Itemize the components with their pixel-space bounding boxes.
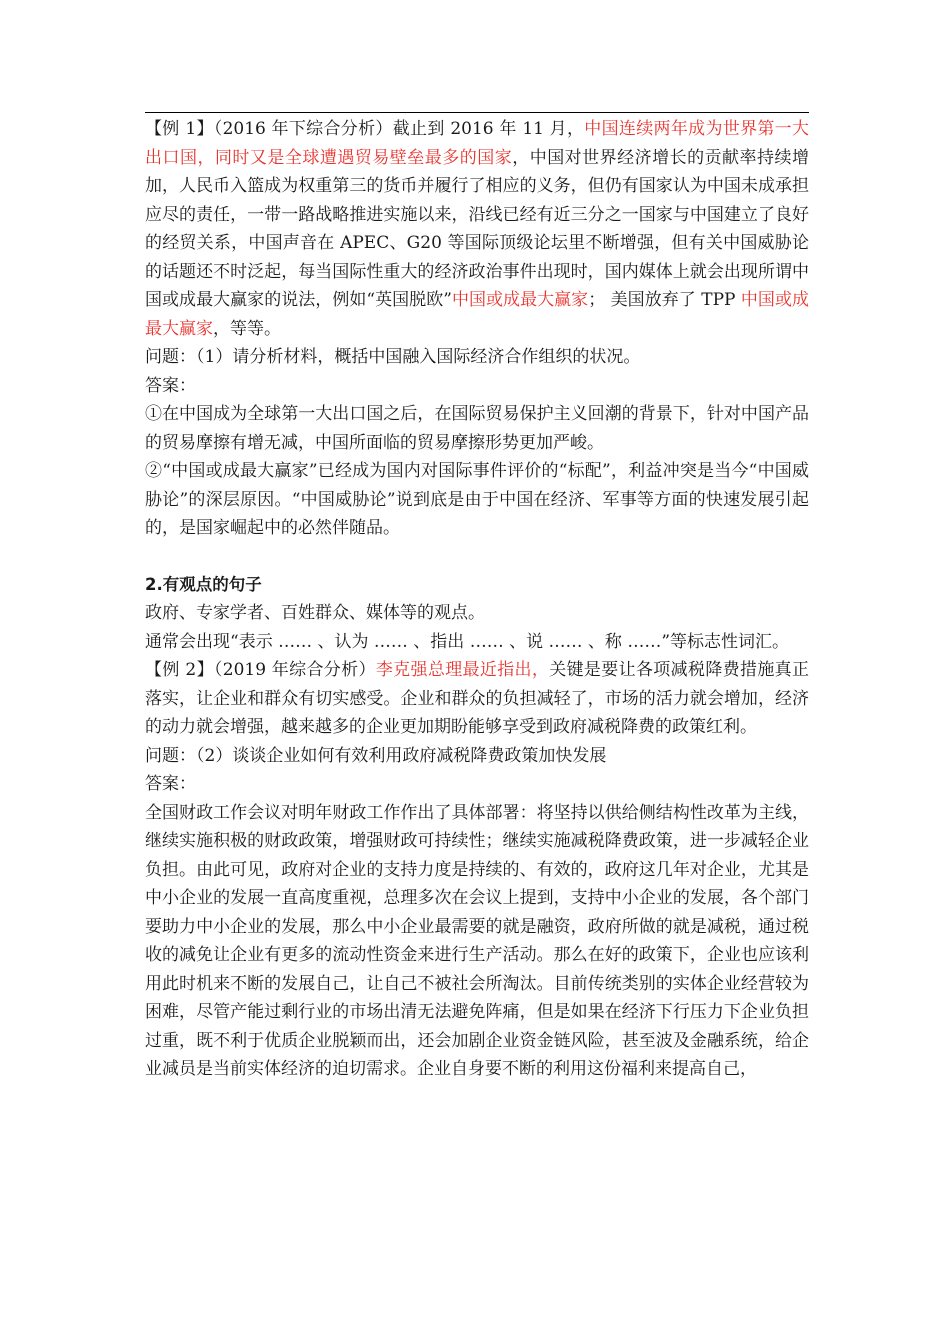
example1-lead: 【例 1】（2016 年下综合分析）截止到 2016 年 11 月，	[145, 119, 585, 139]
example1-highlight-3: 中国或成最大赢家	[145, 290, 809, 339]
section2-intro-1: 政府、专家学者、百姓群众、媒体等的观点。	[145, 603, 485, 623]
example2-highlight: 李克强总理最近指出，	[375, 660, 550, 680]
example1-highlight: 中国连续两年成为世界第一大出口国，同时又是全球遭遇贸易壁垒最多的国家	[145, 119, 809, 168]
example2-paragraph	[145, 656, 809, 742]
example1-paragraph	[145, 115, 809, 343]
example2-answer: 全国财政工作会议对明年财政工作作出了具体部署：将坚持以供给侧结构性改革为主线，继续实施积极的财政政策，增强财政可持续性；继续实施减税降费政策，进一步减轻企业负担。由此可见，政府对企业的支持力度是持续的、有效的，政府这几年对企业，尤其是中小企业的发展一直高度重视，总理多次在会议上提到，支持中小企业的发展，各个部门要助力中小企业的发展，那么中小企业最需要的就是融资，政府所做的就是减税，通过税收的减免让企业有更多的流动性资金来进行生产活动。那么在好的政策下，企业也应该利用此时机来不断的发展自己，让自己不被社会所淘汰。目前传统类别的实体企业经营较为困难，尽管产能过剩行业的市场出清无法避免阵痛，但是如果在经济下行压力下企业负担过重，既不利于优质企业脱颖而出，还会加剧企业资金链风险，甚至波及金融系统，给企业减员是当前实体经济的迫切需求。企业自身要不断的利用这份福利来提高自己，	[145, 802, 809, 1079]
example1-answer-1: ①在中国成为全球第一大出口国之后，在国际贸易保护主义回潮的背景下，针对中国产品的贸易摩擦有增无减，中国所面临的贸易摩擦形势更加严峻。	[145, 404, 809, 453]
document-page	[145, 112, 809, 1084]
example1-tail: ，等等。	[213, 318, 281, 339]
example2-answer-label: 答案：	[145, 774, 196, 794]
example1-answer-label: 答案：	[145, 375, 196, 396]
example1-highlight-2: 中国或成最大赢家	[451, 290, 589, 310]
section-spacer	[145, 543, 809, 571]
example1-mid: ； 美国放弃了 TPP	[588, 290, 741, 310]
section2-intro-2: 通常会出现“表示 …… 、认为 …… 、指出 …… 、说 …… 、称 ……”等标志性词汇。	[145, 631, 790, 652]
example1-body: ，中国对世界经济增长的贡献率持续增加，人民币入篮成为权重第三的货币并履行了相应的义务，但仍有国家认为中国未成承担应尽的责任，一带一路战略推进实施以来，沿线已经有近三分之一国家与中国建立了良好的经贸关系，中国声音在 APEC、G20 等国际顶级论坛里不断增强，但有关中国威胁论的话题还不时泛起，每当国际性重大的经济政治事件出现时，国内媒体上就会出现所谓中国或成最大赢家的说法，例如“英国脱欧”	[145, 147, 810, 310]
section2-heading: 2.有观点的句子	[145, 574, 262, 594]
example1-question: 问题：（1）请分析材料，概括中国融入国际经济合作组织的状况。	[145, 347, 641, 367]
example2-question: 问题：（2）谈谈企业如何有效利用政府减税降费政策加快发展	[145, 745, 607, 766]
example2-lead: 【例 2】（2019 年综合分析）	[145, 660, 376, 680]
example2-body: 关键是要让各项减税降费措施真正落实，让企业和群众有切实感受。企业和群众的负担减轻了，市场的活力就会增加，经济的动力就会增强，越来越多的企业更加期盼能够享受到政府减税降费的政策红利。	[145, 660, 810, 737]
top-rule	[145, 112, 809, 113]
example1-answer-2: ②“中国或成最大赢家”已经成为国内对国际事件评价的“标配”，利益冲突是当今“中国威胁论”的深层原因。“中国威胁论”说到底是由于中国在经济、军事等方面的快速发展引起的，是国家崛起中的必然伴随品。	[145, 461, 809, 538]
